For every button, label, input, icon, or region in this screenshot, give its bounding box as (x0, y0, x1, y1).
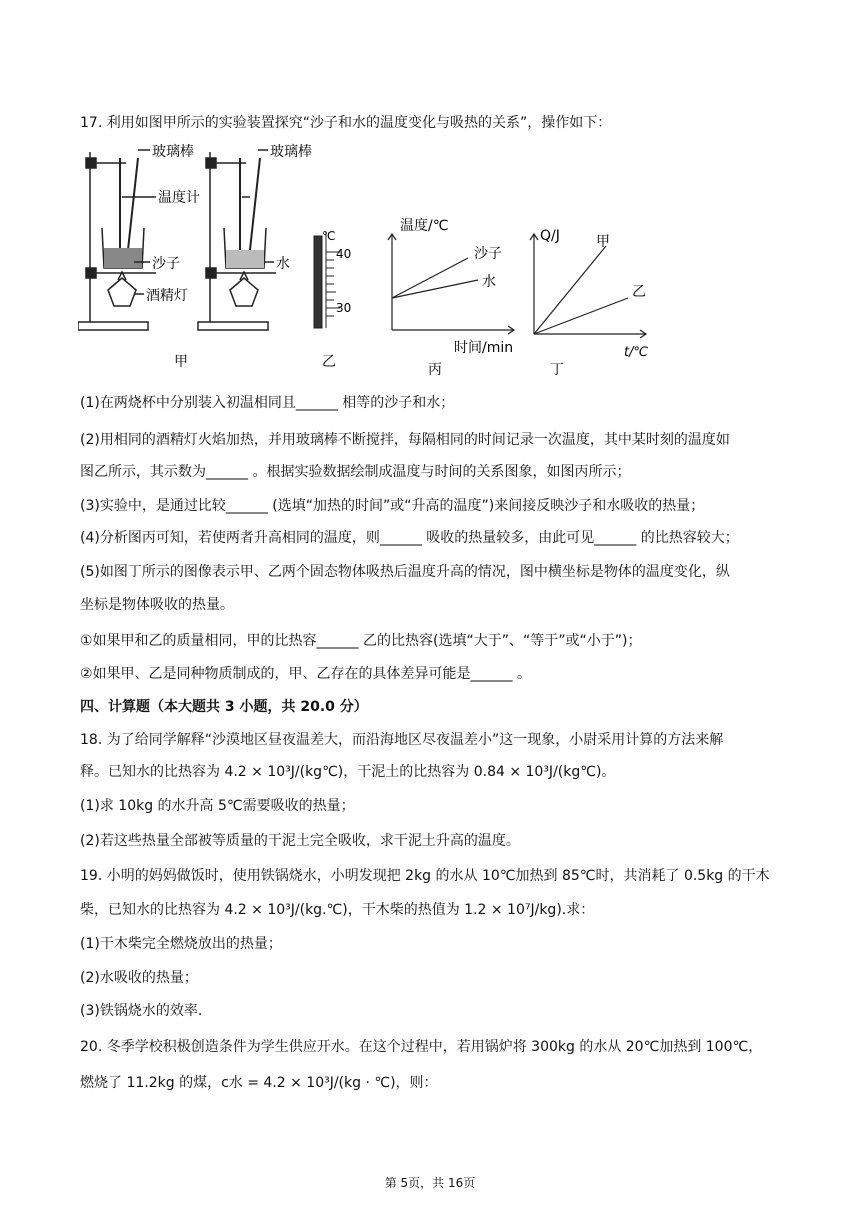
thermometer-tick-40: 40 (336, 247, 352, 261)
series-sand-line (392, 258, 468, 298)
q17-p1: (1)在两烧杯中分别装入初温相同且______ 相等的沙子和水； (80, 395, 455, 411)
q19-d: (2)水吸收的热量； (80, 970, 198, 986)
label-glass-rod-2: 玻璃棒 (270, 144, 312, 160)
q19-c: (1)干木柴完全燃烧放出的热量； (80, 936, 282, 952)
q20-a: 20. 冬季学校积极创造条件为学生供应开水。在这个过程中，若用锅炉将 300kg 的水从 20℃加热到 100℃， (80, 1039, 763, 1055)
q19-e: (3)铁锅烧水的效率. (80, 1003, 203, 1019)
q17-p4: (4)分析图丙可知，若使两者升高相同的温度，则______ 吸收的热量较多，由此可见______ 的比热容较大； (80, 530, 739, 546)
q17-figure (78, 140, 678, 380)
label-thermometer: 温度计 (158, 190, 200, 206)
graph-bing-sand: 沙子 (474, 246, 502, 262)
thermometer-tick-30: 30 (336, 301, 352, 315)
caption-ding: 丁 (550, 362, 564, 378)
q18-a: 18. 为了给同学解释“沙漠地区昼夜温差大，而沿海地区尽夜温差小”这一现象，小尉采用计算的方法来解 (80, 732, 724, 748)
label-glass-rod-1: 玻璃棒 (152, 144, 194, 160)
caption-jia: 甲 (174, 354, 188, 370)
q18-d: (2)若这些热量全部被等质量的干泥土完全吸收，求干泥土升高的温度。 (80, 833, 520, 849)
graph-bing-xlabel: 时间/min (454, 340, 514, 356)
q17-p5b: 坐标是物体吸收的热量。 (80, 597, 234, 613)
graph-ding-jia: 甲 (596, 234, 610, 250)
water-fill (226, 250, 264, 268)
series-water-line (392, 280, 478, 298)
sand-fill (104, 248, 142, 268)
graph-ding-xlabel: t/℃ (624, 345, 649, 360)
q17-p5a: (5)如图丁所示的图像表示甲、乙两个固态物体吸热后温度升高的情况，图中横坐标是物体的温度变化，纵 (80, 564, 730, 580)
label-water: 水 (276, 256, 290, 272)
q18-c: (1)求 10kg 的水升高 5℃需要吸收的热量； (80, 798, 355, 814)
label-sand: 沙子 (152, 256, 180, 272)
q17-p5c: ①如果甲和乙的质量相同，甲的比热容______ 乙的比热容(选填“大于”、“等于”或“小于”)； (80, 633, 642, 649)
q20-b: 燃烧了 11.2kg 的煤，c水 = 4.2 × 10³J/(kg · ℃)，则： (80, 1075, 438, 1091)
graph-bing-ylabel: 温度/℃ (400, 218, 449, 234)
q17-p2b: 图乙所示，其示数为______ 。根据实验数据绘制成温度与时间的关系图象，如图丙所示； (80, 464, 631, 480)
q19-a: 19. 小明的妈妈做饭时，使用铁锅烧水，小明发现把 2kg 的水从 10℃加热到 85℃时，共消耗了 0.5kg 的干木 (80, 868, 770, 884)
graph-bing-water: 水 (482, 274, 496, 290)
q17-p5d: ②如果甲、乙是同种物质制成的，甲、乙存在的具体差异可能是______ 。 (80, 666, 531, 682)
graph-ding-ylabel: Q/J (540, 228, 560, 244)
q17-p3: (3)实验中，是通过比较______ (选填“加热的时间”或“升高的温度”)来间接反映沙子和水吸收的热量； (80, 498, 705, 514)
section-4-heading: 四、计算题（本大题共 3 小题，共 20.0 分） (80, 699, 368, 715)
thermometer-liquid (314, 236, 322, 328)
page-footer: 第 5页，共 16页 (384, 1176, 476, 1190)
caption-bing: 丙 (428, 362, 442, 378)
q19-b: 柴，已知水的比热容为 4.2 × 10³J/(kg.℃)，干木柴的热值为 1.2 × 10⁷J/kg).求： (80, 902, 595, 918)
q17-intro: 17. 利用如图甲所示的实验装置探究“沙子和水的温度变化与吸热的关系”，操作如下： (80, 115, 612, 131)
q18-b: 释。已知水的比热容为 4.2 × 10³J/(kg℃)，干泥土的比热容为 0.84 × 10³J/(kg℃)。 (80, 764, 616, 780)
label-lamp: 酒精灯 (146, 288, 188, 304)
thermometer-unit: ℃ (322, 229, 336, 243)
q17-p2a: (2)用相同的酒精灯火焰加热，并用玻璃棒不断搅拌，每隔相同的时间记录一次温度，其中某时刻的温度如 (80, 432, 730, 448)
graph-ding-yi: 乙 (632, 284, 646, 300)
caption-yi: 乙 (322, 354, 336, 370)
